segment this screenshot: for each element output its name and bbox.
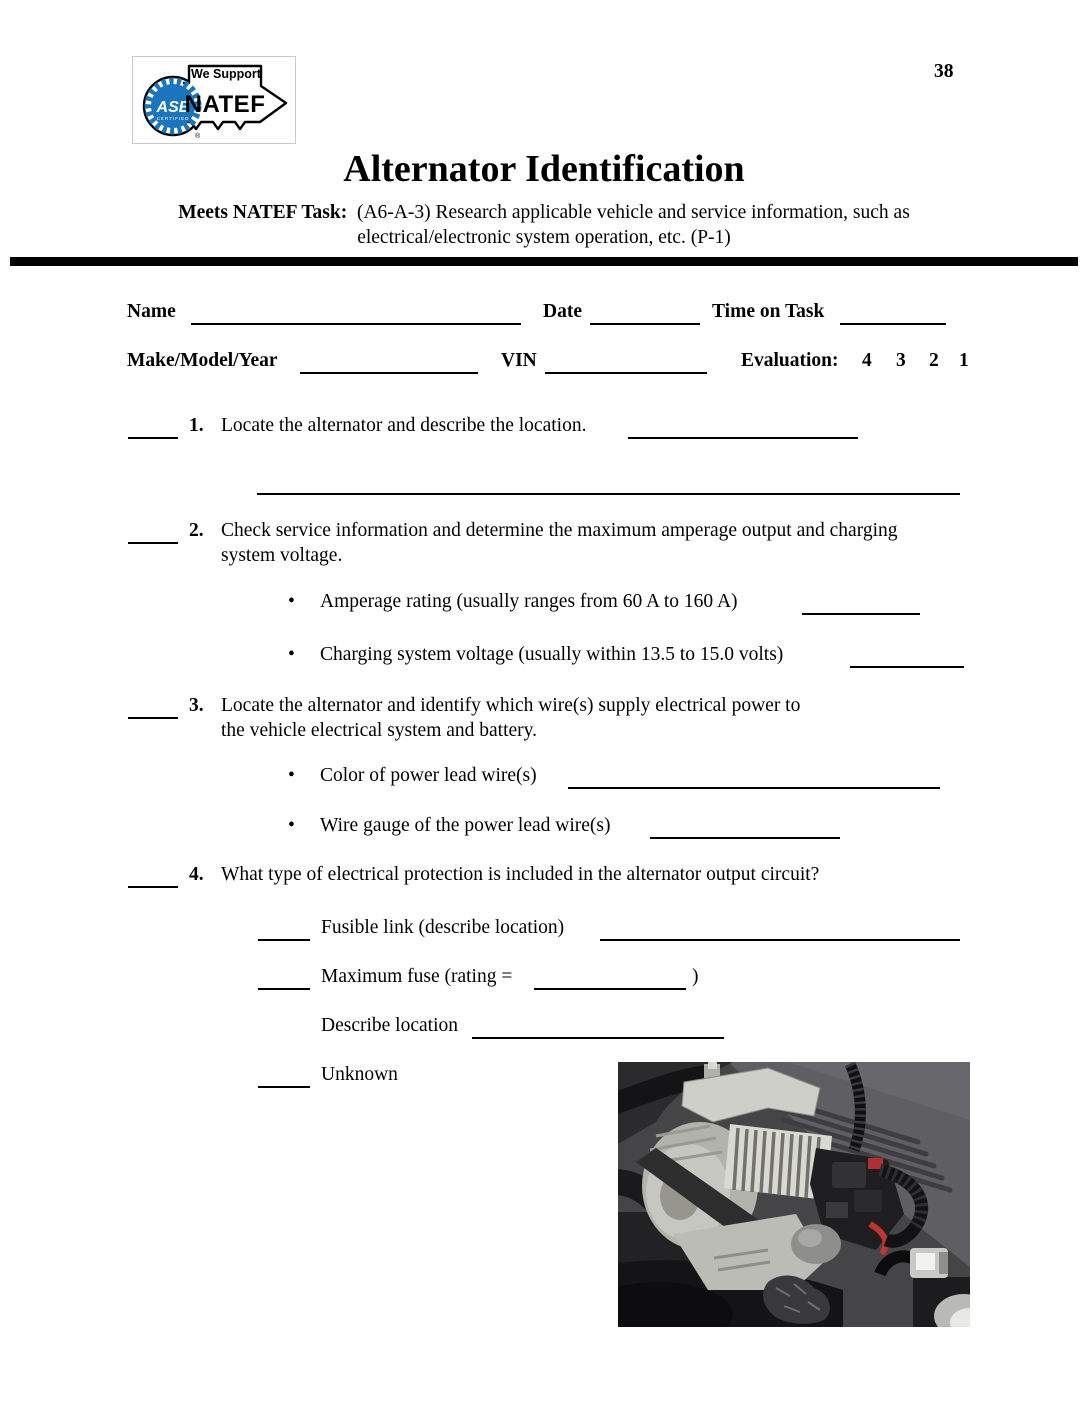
item4-maximum-fuse-close-paren: ) bbox=[692, 966, 699, 987]
item3-text-line2: the vehicle electrical system and battery. bbox=[221, 720, 538, 741]
item2-voltage-input-line[interactable] bbox=[850, 643, 964, 668]
item3-number: 3. bbox=[189, 695, 204, 716]
item3-bullet1-icon: • bbox=[288, 765, 295, 786]
item3-wire-color-input-line[interactable] bbox=[568, 764, 940, 789]
natef-logo bbox=[132, 56, 296, 144]
item4-fuse-rating-input-line[interactable] bbox=[534, 965, 686, 990]
item3-bullet2-text: Wire gauge of the power lead wire(s) bbox=[320, 815, 611, 836]
natef-task-line1 bbox=[0, 200, 1088, 225]
date-label: Date bbox=[543, 301, 582, 322]
item2-bullet2-text: Charging system voltage (usually within 13.5 to 15.0 volts) bbox=[320, 644, 784, 665]
natef-task-label: Meets NATEF Task: bbox=[178, 202, 348, 223]
item4-fusible-link-label: Fusible link (describe location) bbox=[321, 917, 565, 938]
evaluation-option-4[interactable]: 4 bbox=[862, 350, 872, 371]
item2-text-line2: system voltage. bbox=[221, 545, 343, 566]
item4-fusible-link-check-line[interactable] bbox=[258, 916, 310, 941]
item4-unknown-label: Unknown bbox=[321, 1064, 398, 1085]
header-divider-rule bbox=[10, 257, 1078, 266]
item4-describe-location-input-line[interactable] bbox=[472, 1014, 724, 1039]
item3-bullet2-icon: • bbox=[288, 815, 295, 836]
ase-certified-text: CERTIFIED bbox=[156, 116, 190, 121]
date-input-line[interactable] bbox=[590, 300, 700, 325]
item1-number: 1. bbox=[189, 415, 204, 436]
item4-fusible-link-location-input-line[interactable] bbox=[600, 916, 960, 941]
item1-grade-line[interactable] bbox=[128, 414, 178, 439]
item2-number: 2. bbox=[189, 520, 204, 541]
item3-bullet1-text: Color of power lead wire(s) bbox=[320, 765, 537, 786]
item3-text-line1: Locate the alternator and identify which wire(s) supply electrical power to bbox=[221, 695, 801, 716]
item4-unknown-check-line[interactable] bbox=[258, 1063, 310, 1088]
item3-wire-gauge-input-line[interactable] bbox=[650, 814, 840, 839]
item2-bullet1-text: Amperage rating (usually ranges from 60 A to 160 A) bbox=[320, 591, 738, 612]
make-model-year-label: Make/Model/Year bbox=[127, 350, 278, 371]
name-label: Name bbox=[127, 301, 176, 322]
alternator-photo-graphic bbox=[618, 1062, 970, 1327]
natef-task-text: (A6-A-3) Research applicable vehicle and service information, such as bbox=[356, 202, 910, 223]
evaluation-label: Evaluation: bbox=[741, 350, 839, 371]
we-support-text: We Support bbox=[191, 67, 261, 81]
ase-text: ASE bbox=[156, 99, 190, 116]
item4-maximum-fuse-label: Maximum fuse (rating = bbox=[321, 966, 513, 987]
item1-text: Locate the alternator and describe the location. bbox=[221, 415, 587, 436]
evaluation-option-3[interactable]: 3 bbox=[896, 350, 906, 371]
vin-input-line[interactable] bbox=[545, 349, 707, 374]
item1-answer-line-2[interactable] bbox=[257, 470, 960, 495]
page-number: 38 bbox=[934, 61, 954, 82]
name-input-line[interactable] bbox=[191, 300, 521, 325]
natef-text: NATEF bbox=[184, 91, 266, 118]
item3-grade-line[interactable] bbox=[128, 694, 178, 719]
item4-maximum-fuse-check-line[interactable] bbox=[258, 965, 310, 990]
registered-mark: ® bbox=[195, 133, 201, 140]
item1-answer-line-1[interactable] bbox=[628, 414, 858, 439]
item4-describe-location-label: Describe location bbox=[321, 1015, 458, 1036]
natef-task-line2: electrical/electronic system operation, etc. (P-1) bbox=[357, 227, 731, 248]
item4-text: What type of electrical protection is included in the alternator output circuit? bbox=[221, 864, 820, 885]
natef-key-logo-graphic bbox=[133, 57, 293, 141]
make-model-year-input-line[interactable] bbox=[300, 349, 478, 374]
page-title: Alternator Identification bbox=[343, 148, 745, 190]
time-on-task-input-line[interactable] bbox=[840, 300, 946, 325]
item4-grade-line[interactable] bbox=[128, 863, 178, 888]
item2-amperage-input-line[interactable] bbox=[802, 590, 920, 615]
item2-bullet1-icon: • bbox=[288, 591, 295, 612]
vin-label: VIN bbox=[501, 350, 537, 371]
time-on-task-label: Time on Task bbox=[712, 301, 825, 322]
item2-grade-line[interactable] bbox=[128, 519, 178, 544]
item2-bullet2-icon: • bbox=[288, 644, 295, 665]
item2-text-line1: Check service information and determine the maximum amperage output and charging bbox=[221, 520, 898, 541]
evaluation-option-1[interactable]: 1 bbox=[959, 350, 969, 371]
alternator-engine-bay-photo bbox=[618, 1062, 970, 1327]
evaluation-option-2[interactable]: 2 bbox=[929, 350, 939, 371]
item4-number: 4. bbox=[189, 864, 204, 885]
